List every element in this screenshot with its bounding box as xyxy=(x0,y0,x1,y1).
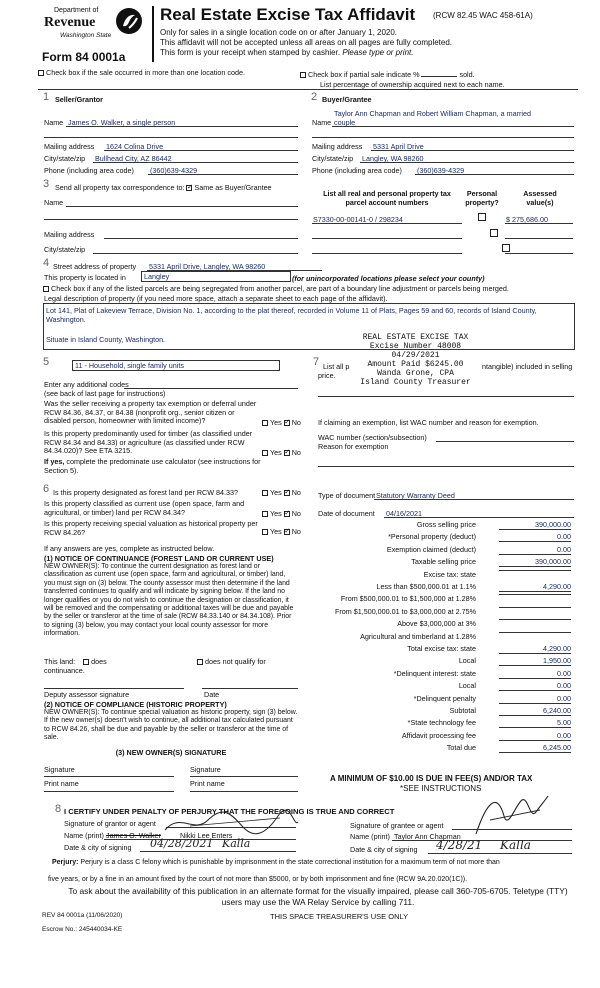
buyer-name-label: Name xyxy=(312,118,332,127)
section-number: 8 xyxy=(55,803,62,815)
grantee-sig-label: Signature of grantee or agent xyxy=(350,821,444,830)
rule xyxy=(312,137,574,138)
seller-address: 1624 Colina Drive xyxy=(106,142,164,151)
buyer-phone: (360)639-4329 xyxy=(417,166,465,175)
buyer-city-label: City/state/zip xyxy=(312,154,354,163)
grantee-name: Taylor Ann Chapman xyxy=(394,832,461,841)
rule xyxy=(38,89,578,90)
segregated-checkbox[interactable] xyxy=(43,286,49,292)
legal-description: Lot 141, Plat of Lakeview Terrace, Division No. 1, according to the plat thereof, recorded in Volume 11 of Plats, Pages 59 and 60, records of Island County, Washington. xyxy=(46,306,537,324)
rule xyxy=(505,223,573,224)
forest-no-checkbox[interactable] xyxy=(284,490,290,496)
rule xyxy=(66,126,298,127)
does-checkbox[interactable] xyxy=(83,659,89,665)
tax-row-value[interactable]: 0.00 xyxy=(499,532,571,542)
section7-text-b: ntangible) included in selling xyxy=(482,362,573,371)
rule xyxy=(505,253,573,254)
this-land-row: This land: does xyxy=(44,657,107,666)
tax-row xyxy=(318,681,571,691)
if-yes-note: If any answers are yes, complete as instructed below. xyxy=(44,544,215,553)
tax-row xyxy=(318,594,571,604)
section-number: 3 xyxy=(43,178,50,190)
parcel-number: S7330-00-00141-0 / 298234 xyxy=(313,215,403,224)
agency-line3: Washington State xyxy=(60,32,112,39)
partial-sale-checkbox-row[interactable]: Check box if partial sale indicate % sold. xyxy=(300,70,475,79)
form-statute: (RCW 82.45 WAC 458-61A) xyxy=(433,11,533,20)
tax-row-value[interactable] xyxy=(499,594,571,595)
section-number: 7 xyxy=(313,356,320,368)
legal-description-box[interactable] xyxy=(43,303,575,350)
section7-text-a: List all p xyxy=(323,362,350,371)
owner-print-label: Print name xyxy=(44,779,79,788)
rule xyxy=(318,466,574,467)
seller-name: James O. Walker, a single person xyxy=(68,118,176,127)
tax-row xyxy=(318,545,571,555)
rule xyxy=(202,688,298,689)
rule xyxy=(505,238,573,239)
codes-note: (see back of last page for instructions) xyxy=(44,389,166,398)
q2-answer: Yes ✓ No xyxy=(262,448,301,457)
historic-answer: Yes ✓ No xyxy=(262,527,301,536)
tax-row-value[interactable]: 6,245.00 xyxy=(499,743,571,753)
doc-type: Statutory Warranty Deed xyxy=(376,491,455,500)
seller-phone-label: Phone (including area code) xyxy=(44,166,134,175)
perjury-text: Perjury: Perjury is a class C felony which is punishable by imprisonment in the state correctional institution for a maximum term of not more than xyxy=(52,859,500,866)
historic-question: Is this property receiving special valuation as historical property per RCW 84.26? xyxy=(44,519,258,537)
treasurer-stamp: REAL ESTATE EXCISE TAX Excise Number 48008 04/29/2021 Amount Paid $6245.00 Wanda Grone, CPA Island County Treasurer xyxy=(360,333,471,387)
tax-row-value[interactable] xyxy=(499,570,571,571)
grantor-signature xyxy=(160,808,300,838)
rule xyxy=(312,253,462,254)
agency-line1: Department of xyxy=(54,7,99,14)
section-number: 6 xyxy=(43,483,50,495)
grantor-agent: Nikki Lee Enters xyxy=(180,831,233,840)
section-number: 2 xyxy=(311,91,318,103)
tax-row-label: Total due xyxy=(446,743,476,753)
doc-date: 04/16/2021 xyxy=(386,509,422,518)
tax-row xyxy=(318,669,571,679)
rule xyxy=(415,174,574,175)
multi-location-checkbox-row[interactable]: Check box if the sale occurred in more than one location code. xyxy=(38,68,245,77)
rule xyxy=(93,162,298,163)
forest-answer: Yes ✓ No xyxy=(262,488,301,497)
land-use-select[interactable]: 11 - Household, single family units xyxy=(72,360,280,371)
tax-row-value[interactable] xyxy=(499,607,571,608)
tax-row-label: Excise tax: state xyxy=(423,569,476,579)
tax-row-label: *State technology fee xyxy=(407,718,476,728)
dor-logo-icon xyxy=(114,6,144,36)
tax-row xyxy=(318,694,571,704)
form-title: Real Estate Excise Tax Affidavit xyxy=(160,5,416,24)
tax-row xyxy=(318,706,571,716)
tax-row-value[interactable]: 4,290.00 xyxy=(499,582,571,592)
deputy-date-label: Date xyxy=(204,690,220,699)
tax-row xyxy=(318,570,571,580)
seller-city: Bullhead City, AZ 86442 xyxy=(95,154,172,163)
grantee-date-handwritten: 4/28/21 xyxy=(436,838,483,852)
buyer-heading: Buyer/Grantee xyxy=(322,95,372,104)
rule xyxy=(371,150,574,151)
seller-phone: (360)639-4329 xyxy=(150,166,198,175)
does-not-row: does not qualify for xyxy=(197,657,266,666)
current-use-yes-checkbox[interactable] xyxy=(262,511,268,517)
personal-col-header: Personal property? xyxy=(465,189,499,207)
tax-row xyxy=(318,532,571,542)
tax-row xyxy=(318,632,571,642)
correspondence-row: Send all property tax correspondence to: ✓ Same as Buyer/Grantee xyxy=(55,183,272,192)
rule xyxy=(318,396,574,397)
minimum-due: A MINIMUM OF $10.00 IS DUE IN FEE(S) AND/OR TAX xyxy=(330,774,533,783)
buyer-address-label: Mailing address xyxy=(312,142,363,151)
predominate-note: If yes, complete the predominate use calculator (see instructions for Section 5). xyxy=(44,457,261,475)
rule xyxy=(360,162,574,163)
rule xyxy=(312,223,462,224)
grantee-signature xyxy=(470,790,550,840)
historic-yes-checkbox[interactable] xyxy=(262,529,268,535)
buyer-phone-label: Phone (including area code) xyxy=(312,166,402,175)
partial-note: List percentage of ownership acquired next to each name. xyxy=(320,80,505,89)
tax-row-value[interactable]: 1,950.00 xyxy=(499,656,571,666)
parcel-col-header: List all real and personal property tax parcel account numbers xyxy=(323,189,451,207)
tax-row-value[interactable]: 0.00 xyxy=(499,681,571,691)
tax-row-label: Local xyxy=(458,681,476,691)
tax-row-label: Less than $500,000.01 at 1.1% xyxy=(376,582,476,591)
timber-question: Is this property predominantly used for timber (as classified under RCW 84.34 and 84.33) or agriculture (as classified under RCW 84.34.020)? See ETA 3215. xyxy=(44,429,253,455)
rule xyxy=(190,776,298,777)
located-select[interactable]: Langley xyxy=(141,271,291,282)
tax-row-value[interactable] xyxy=(499,632,571,633)
owner-signature-label-2: Signature xyxy=(190,765,221,774)
buyer-city: Langley, WA 98260 xyxy=(362,154,424,163)
does-not-checkbox[interactable] xyxy=(197,659,203,665)
legal-label: Legal description of property (if you need more space, attach a separate sheet to each page of the affidavit). xyxy=(44,294,388,303)
agency-line2: Revenue xyxy=(44,15,96,30)
grantor-name: James O. Walker xyxy=(106,831,161,840)
assessed-col-header: Assessed value(s) xyxy=(523,189,557,207)
corr-city-label: City/state/zip xyxy=(44,245,86,254)
current-use-question: Is this property classified as current use (open space, farm and agricultural, or timber) land per RCW 84.34? xyxy=(44,499,245,517)
historic-no-checkbox[interactable] xyxy=(284,529,290,535)
same-as-buyer-checkbox[interactable] xyxy=(186,185,192,191)
rule xyxy=(44,137,298,138)
forest-question: Is this property designated as forest land per RCW 84.33? xyxy=(53,488,238,497)
tax-row xyxy=(318,718,571,728)
tax-row-value[interactable]: 0.00 xyxy=(499,545,571,555)
see-instructions: *SEE INSTRUCTIONS xyxy=(400,784,482,793)
tax-row-label: Above $3,000,000 at 3% xyxy=(397,619,476,629)
situate-text: Situate in Island County, Washington. xyxy=(46,335,166,344)
grantor-city-handwritten: Kalla xyxy=(222,837,251,850)
continuance-heading: (1) NOTICE OF CONTINUANCE (FOREST LAND OR CURRENT USE) xyxy=(44,554,274,563)
tax-row-label: Gross selling price xyxy=(416,520,476,529)
located-label: This property is located in xyxy=(44,273,126,282)
header-note3: This form is your receipt when stamped by cashier. Please type or print. xyxy=(160,48,414,57)
historic-text: NEW OWNER(S): To continue special valuation as historic property, sign (3) below. If the new owner(s) doesn't wish to continue, all additional tax calculated pursuant to RCW 84.26, shall be due and payable by the seller or transferor at the time of sale. xyxy=(44,709,298,742)
tax-row xyxy=(318,644,571,654)
tax-row-value[interactable]: 0.00 xyxy=(499,694,571,704)
alternate-format: To ask about the availability of this publication in an alternate format for the visually impaired, please call 360-705-6705. Teletype (TTY) users may use the WA Relay Service by calling 711. xyxy=(68,886,568,907)
rule xyxy=(436,441,574,442)
header-divider xyxy=(152,6,154,62)
tax-row xyxy=(318,731,571,741)
tax-row xyxy=(318,582,571,592)
rule xyxy=(384,517,574,518)
section-number: 1 xyxy=(43,91,50,103)
rule xyxy=(66,206,298,207)
tax-row-label: *Delinquent penalty xyxy=(413,693,476,703)
rule xyxy=(148,174,298,175)
rule xyxy=(44,791,174,792)
personal-property-checkbox[interactable] xyxy=(490,229,498,237)
tax-row-label: Local xyxy=(458,656,476,666)
treasurer-use: THIS SPACE TREASURER'S USE ONLY xyxy=(270,912,409,921)
new-owner-heading: (3) NEW OWNER(S) SIGNATURE xyxy=(115,748,227,757)
escrow-number: Escrow No.: 245440034-KE xyxy=(42,926,123,933)
tax-row xyxy=(318,607,571,617)
owner-print-label-2: Print name xyxy=(190,779,225,788)
header-note1: Only for sales in a single location code on or after January 1, 2020. xyxy=(160,28,398,37)
grantee-date-label: Date & city of signing xyxy=(350,845,418,854)
header-note2: This affidavit will not be accepted unless all areas on all pages are fully completed. xyxy=(160,38,453,47)
codes-label: Enter any additional codes xyxy=(44,380,129,389)
tax-row xyxy=(318,619,571,629)
exemption-note: If claiming an exemption, list WAC number and reason for exemption. xyxy=(318,418,539,427)
perjury-text-2: five years, or by a fine in an amount fixed by the court of not more than $5000, or by both imprisonment and fine (RCW 9A.20.020(1C)). xyxy=(48,876,468,883)
reason-label: Reason for exemption xyxy=(318,442,389,451)
tax-row-value[interactable]: 0.00 xyxy=(499,731,571,741)
rule xyxy=(104,238,298,239)
tax-row-label: Affidavit processing fee xyxy=(401,730,476,740)
historic-heading: (2) NOTICE OF COMPLIANCE (HISTORIC PROPERTY) xyxy=(44,700,227,709)
rule xyxy=(93,253,298,254)
forest-yes-checkbox[interactable] xyxy=(262,490,268,496)
corr-address-label: Mailing address xyxy=(44,230,95,239)
section-number: 4 xyxy=(43,257,50,269)
rule xyxy=(44,688,184,689)
seller-city-label: City/state/zip xyxy=(44,154,86,163)
section7-text-c: price. xyxy=(318,371,336,380)
personal-property-checkbox[interactable] xyxy=(478,213,486,221)
tax-row-label: Total excise tax: state xyxy=(407,644,476,653)
street-label: Street address of property xyxy=(53,262,137,271)
current-use-answer: Yes ✓ No xyxy=(262,509,301,518)
owner-signature-label: Signature xyxy=(44,765,75,774)
tax-row-value[interactable]: 4,290.00 xyxy=(499,644,571,654)
continuance-word: continuance. xyxy=(44,666,85,675)
continuance-text: NEW OWNER(S): To continue the current designation as forest land or classification as current use (open space, farm and agricultural, or timber) land, you must sign on (3) below. The county assessor must then determine if the land transferred continues to qualify and will indicate by signing below. If the land no longer qualifies or you do not wish to continue the designation or classification, it will be removed and the compensating or additional taxes will be due and payable by the seller or transferor at the time of sale (RCW 84.33.140 or 84.34.108). Prior to signing (3) below, you may contact your local county assessor for more information. xyxy=(44,563,294,638)
tax-row-label: From $500,000.01 to $1,500,000 at 1.28% xyxy=(340,594,476,604)
seller-heading: Seller/Grantor xyxy=(55,95,103,104)
rule xyxy=(428,853,572,854)
tax-row-label: Agricultural and timberland at 1.28% xyxy=(360,631,476,641)
doc-type-label: Type of document xyxy=(318,491,376,500)
q2-yes-checkbox[interactable] xyxy=(262,450,268,456)
buyer-name-line1: Taylor Ann Chapman and Robert William Chapman, a married xyxy=(334,109,531,118)
personal-property-checkbox[interactable] xyxy=(502,244,510,252)
form-number: Form 84 0001a xyxy=(42,50,126,64)
rule xyxy=(44,776,174,777)
grantor-name-label: Name (print) xyxy=(64,831,104,840)
buyer-address: 5331 April Drive xyxy=(373,142,424,151)
tax-row-value[interactable]: 390,000.00 xyxy=(499,520,571,530)
seller-name-label: Name xyxy=(44,118,64,127)
corr-name-label: Name xyxy=(44,198,64,207)
located-note: (for unincorporated locations please select your county) xyxy=(292,274,485,283)
rule xyxy=(190,791,298,792)
doc-date-label: Date of document xyxy=(318,509,375,518)
tax-row-value[interactable]: 6,240.00 xyxy=(499,706,571,716)
grantor-date-handwritten: 04/28/2021 xyxy=(150,837,214,850)
tax-row-label: Subtotal xyxy=(449,706,476,715)
wac-label: WAC number (section/subsection) xyxy=(318,433,427,442)
grantee-city-handwritten: Kalla xyxy=(500,838,531,852)
multi-location-checkbox[interactable] xyxy=(38,70,44,76)
rule xyxy=(374,499,574,500)
tax-row xyxy=(318,520,571,530)
grantee-name-label: Name (print) xyxy=(350,832,390,841)
grantor-date-label: Date & city of signing xyxy=(64,843,132,852)
tax-row xyxy=(318,656,571,666)
rule xyxy=(44,219,298,220)
current-use-no-checkbox[interactable] xyxy=(284,511,290,517)
rule xyxy=(312,238,462,239)
partial-sale-checkbox[interactable] xyxy=(300,72,306,78)
exemption-question: Was the seller receiving a property tax exemption or deferral under RCW 84.36, 84.37, or 84.38 (nonprofit org., senior citizen or disabled person, homeowner with limited income)? xyxy=(44,399,257,425)
section-number: 5 xyxy=(43,356,50,368)
rule xyxy=(140,851,296,852)
rule xyxy=(332,126,574,127)
tax-row-label: Taxable selling price xyxy=(411,557,476,567)
seller-address-label: Mailing address xyxy=(44,142,95,151)
tax-row-label: Exemption claimed (deduct) xyxy=(386,544,476,554)
tax-row-label: *Delinquent interest: state xyxy=(393,668,476,678)
tax-row-value[interactable]: 0.00 xyxy=(499,669,571,679)
tax-row-value[interactable]: 390,000.00 xyxy=(499,557,571,567)
rule xyxy=(104,150,298,151)
certify-heading: I CERTIFY UNDER PENALTY OF PERJURY THAT THE FOREGOING IS TRUE AND CORRECT xyxy=(64,807,395,816)
buyer-name-line2: couple xyxy=(334,118,356,127)
tax-row-value[interactable]: 5.00 xyxy=(499,718,571,728)
tax-row xyxy=(318,557,571,567)
rev-number: REV 84 0001a (11/06/2020) xyxy=(42,912,123,919)
q1-yes-checkbox[interactable] xyxy=(262,420,268,426)
street-address: 5331 April Drive, Langley, WA 98260 xyxy=(149,262,266,271)
tax-row-value[interactable] xyxy=(499,619,571,620)
deputy-label: Deputy assessor signature xyxy=(44,690,130,699)
grantor-sig-label: Signature of grantor or agent xyxy=(64,819,156,828)
q2-no-checkbox[interactable] xyxy=(284,450,290,456)
q1-answer: Yes ✓ No xyxy=(262,418,301,427)
q1-no-checkbox[interactable] xyxy=(284,420,290,426)
assessed-value: $ 275,686.00 xyxy=(506,215,548,224)
tax-row-label: *Personal property (deduct) xyxy=(388,532,476,542)
segregated-checkbox-row[interactable]: Check box if any of the listed parcels are being segregated from another parcel, are part of a boundary line adjustment or parcels being merged. xyxy=(43,284,583,293)
tax-row-label: From $1,500,000.01 to $3,000,000 at 2.75% xyxy=(334,606,476,616)
tax-row xyxy=(318,743,571,753)
